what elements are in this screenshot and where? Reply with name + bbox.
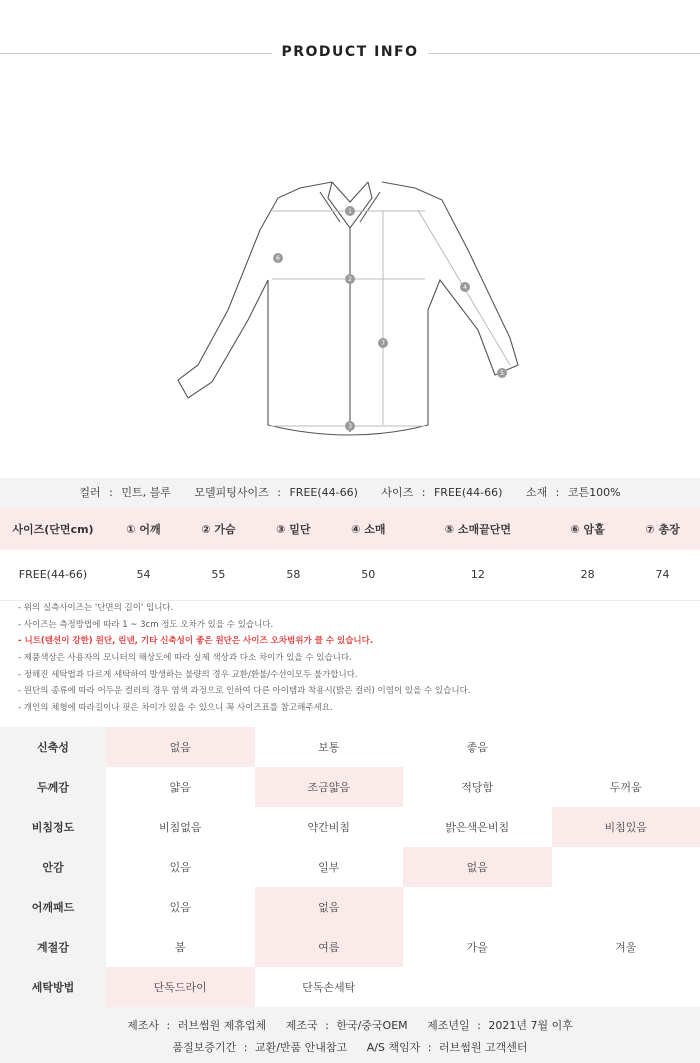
size-value: FREE(44-66) bbox=[0, 550, 106, 600]
marker-2 bbox=[345, 274, 355, 284]
size-header: 사이즈(단면cm) bbox=[0, 508, 106, 550]
attr-row-stretch bbox=[0, 727, 700, 767]
attr-option: 있음 bbox=[169, 901, 191, 914]
attr-option: 가을 bbox=[466, 941, 488, 954]
marker-4 bbox=[460, 282, 470, 292]
attr-row-shoulder-pad bbox=[0, 887, 700, 927]
size-info: 사이즈 : FREE(44-66) bbox=[381, 486, 503, 499]
note-item: - 제품색상은 사용자의 모니터의 해상도에 따라 실제 색상과 다소 차이가 있을 수 있습니다. bbox=[18, 653, 352, 664]
manufacturer-line: 제조사 : 러브썸원 제휴업체 제조국 : 한국/중국OEM 제조년일 : 2021년 7월 이후 bbox=[127, 1019, 573, 1032]
attr-option bbox=[403, 967, 552, 1007]
svg-text:4: 4 bbox=[463, 284, 467, 291]
svg-text:2: 2 bbox=[348, 276, 352, 283]
attr-option-selected: 조금얇음 bbox=[255, 767, 404, 807]
attr-label: 어깨패드 bbox=[0, 887, 106, 927]
header bbox=[0, 0, 700, 108]
sleeve-header: ④ 소매 bbox=[331, 508, 406, 550]
attr-option: 얇음 bbox=[169, 781, 191, 794]
attr-option-selected: 비침있음 bbox=[552, 807, 700, 847]
manufacturer-info bbox=[0, 1007, 700, 1063]
armhole-value: 28 bbox=[550, 550, 625, 600]
length-header: ⑦ 총장 bbox=[625, 508, 700, 550]
size-table bbox=[0, 508, 700, 601]
warranty-line: 품질보증기간 : 교환/반품 안내참고 A/S 책임자 : 러브썸원 고객센터 bbox=[172, 1041, 528, 1054]
attr-label: 두께감 bbox=[0, 767, 106, 807]
marker-3 bbox=[345, 421, 355, 431]
attr-option bbox=[552, 727, 700, 767]
attr-label: 안감 bbox=[0, 847, 106, 887]
sleeve-value: 50 bbox=[331, 550, 406, 600]
svg-text:1: 1 bbox=[348, 208, 352, 215]
attr-label: 신축성 bbox=[0, 727, 106, 767]
attr-option: 단독손세탁 bbox=[302, 981, 356, 994]
note-item: - 위의 실측사이즈는 '단면의 길이' 입니다. bbox=[18, 603, 174, 613]
table-row bbox=[0, 550, 700, 600]
note-item-warning: - 니트(텐션이 강한) 원단, 린넨, 기타 신축성이 좋은 원단은 사이즈 오차범위가 클 수 있습니다. bbox=[18, 636, 374, 647]
attr-label: 계절감 bbox=[0, 927, 106, 967]
sleeve-end-header: ⑤ 소매끝단면 bbox=[406, 508, 550, 550]
shirt-measurement-diagram bbox=[150, 170, 550, 445]
color-info: 컬러 : 민트, 블루 bbox=[79, 486, 171, 499]
note-item: - 개인의 체형에 따라길이나 핏은 차이가 있을 수 있으니 꼭 사이즈표를 참고해주세요. bbox=[18, 703, 333, 714]
length-value: 74 bbox=[625, 550, 700, 600]
attr-label: 세탁방법 bbox=[0, 967, 106, 1007]
attr-row-sheerness bbox=[0, 807, 700, 847]
attr-row-season bbox=[0, 927, 700, 967]
marker-5 bbox=[497, 368, 507, 378]
note-item: - 원단의 종류에 따라 어두운 컬러의 경우 염색 과정으로 인하여 다른 아이템과 착용시(밝은 컬러) 이염이 있을 수 있습니다. bbox=[18, 686, 471, 697]
attr-option-selected: 없음 bbox=[106, 727, 255, 767]
attr-option: 적당함 bbox=[461, 781, 494, 794]
marker-1 bbox=[345, 206, 355, 216]
attr-option-selected: 없음 bbox=[403, 847, 552, 887]
attr-row-thickness bbox=[0, 767, 700, 807]
armhole-header: ⑥ 암홀 bbox=[550, 508, 625, 550]
size-table-header bbox=[0, 508, 700, 550]
svg-text:3: 3 bbox=[348, 423, 352, 430]
marker-7 bbox=[378, 338, 388, 348]
material-info: 소재 : 코튼100% bbox=[525, 486, 621, 499]
svg-text:7: 7 bbox=[381, 340, 385, 347]
attr-option-selected: 없음 bbox=[255, 887, 404, 927]
marker-6 bbox=[273, 253, 283, 263]
attr-option-selected: 단독드라이 bbox=[106, 967, 255, 1007]
attr-option: 비침없음 bbox=[158, 821, 202, 834]
shoulder-value: 54 bbox=[106, 550, 181, 600]
title-divider-right bbox=[428, 53, 700, 54]
svg-text:6: 6 bbox=[276, 255, 280, 262]
attr-row-washing bbox=[0, 967, 700, 1007]
hem-header: ③ 밑단 bbox=[256, 508, 331, 550]
attr-option: 약간비침 bbox=[307, 821, 350, 834]
page-title: PRODUCT INFO bbox=[281, 44, 419, 60]
fabric-attributes-table bbox=[0, 727, 700, 1007]
sleeve-end-value: 12 bbox=[406, 550, 550, 600]
attr-option: 좋음 bbox=[466, 741, 488, 754]
attr-option: 일부 bbox=[318, 861, 340, 874]
attr-row-lining bbox=[0, 847, 700, 887]
shoulder-header: ① 어깨 bbox=[106, 508, 181, 550]
chest-value: 55 bbox=[181, 550, 256, 600]
attr-option: 두꺼움 bbox=[609, 781, 642, 794]
attr-option: 밝은색은비침 bbox=[445, 821, 510, 834]
attr-option: 보통 bbox=[318, 741, 340, 754]
attr-option bbox=[403, 887, 552, 927]
size-notes bbox=[18, 600, 688, 717]
attr-option: 봄 bbox=[174, 941, 186, 954]
attr-option: 있음 bbox=[169, 861, 191, 874]
model-size-info: 모델피팅사이즈 : FREE(44-66) bbox=[194, 486, 358, 499]
product-summary bbox=[0, 478, 700, 508]
attr-option bbox=[552, 967, 700, 1007]
attr-option bbox=[552, 847, 700, 887]
svg-text:5: 5 bbox=[500, 370, 504, 377]
attr-option-selected: 여름 bbox=[255, 927, 404, 967]
note-item: - 사이즈는 측정방법에 따라 1 ~ 3cm 정도 오차가 있을 수 있습니다. bbox=[18, 619, 274, 630]
chest-header: ② 가슴 bbox=[181, 508, 256, 550]
note-item: - 정해진 세탁법과 다르게 세탁하여 발생하는 불량의 경우 교환/환불/수선이모두 불가합니다. bbox=[18, 669, 358, 680]
attr-option: 겨울 bbox=[615, 941, 637, 954]
attr-option bbox=[552, 887, 700, 927]
attr-label: 비침정도 bbox=[0, 807, 106, 847]
hem-value: 58 bbox=[256, 550, 331, 600]
